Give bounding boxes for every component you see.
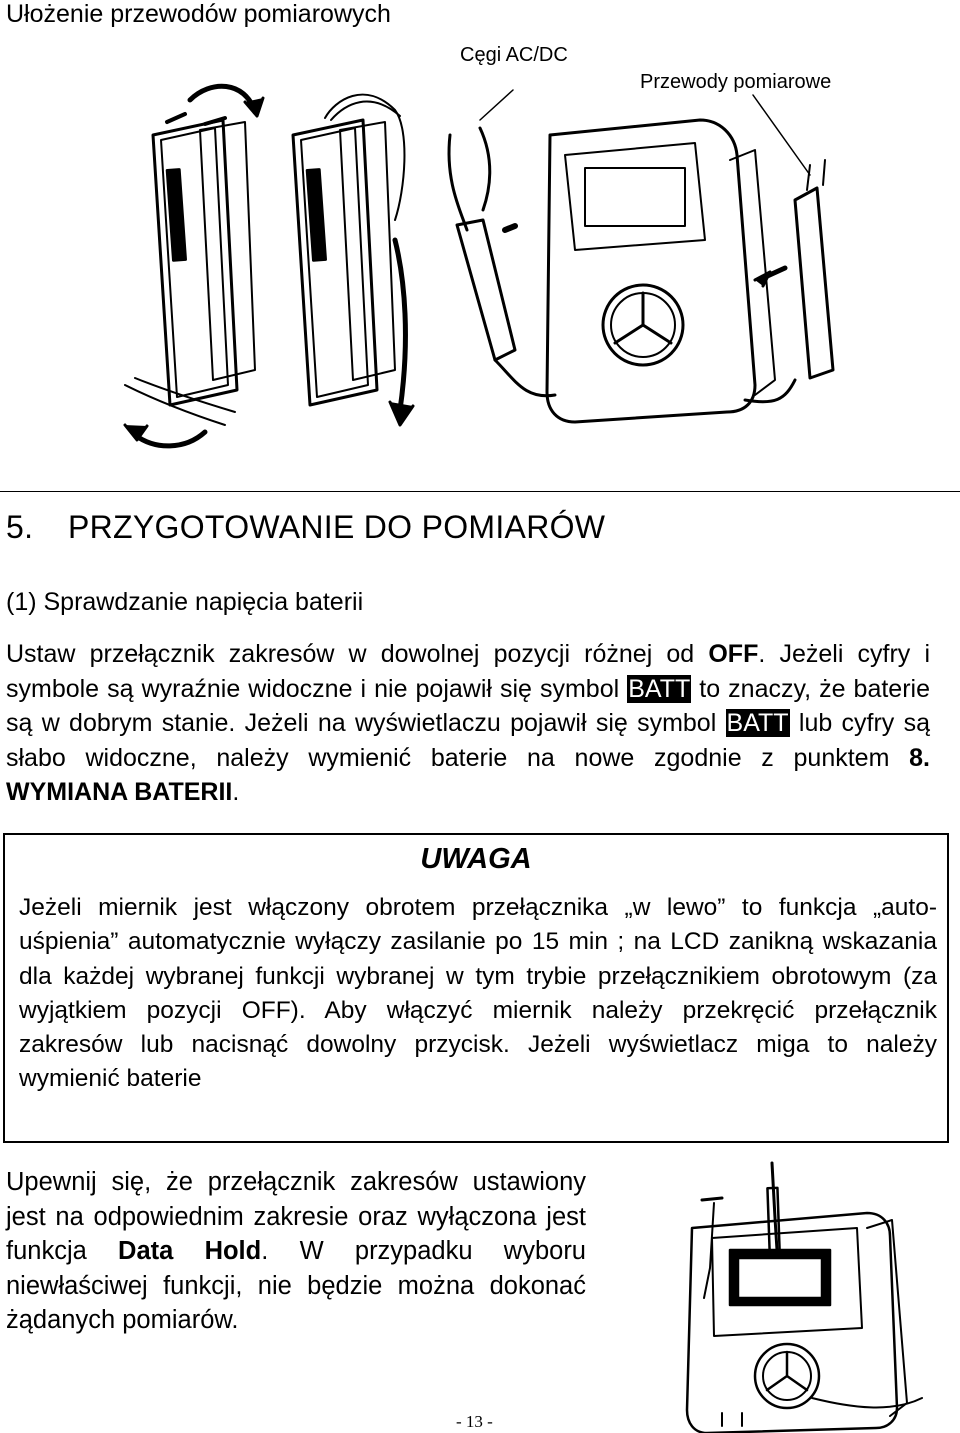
callout-clamp-label: Cęgi AC/DC (460, 44, 568, 66)
ac-dc-clamp-drawing (449, 128, 555, 396)
section-title-text: PRZYGOTOWANIE DO POMIARÓW (68, 509, 606, 545)
page-number: - 13 - (456, 1412, 493, 1431)
batt-symbol: BATT (726, 709, 789, 737)
multimeter-front-view (547, 120, 795, 422)
range-switch-paragraph: Upewnij się, że przełącznik zakresów ustawiony jest na odpowiednim zakresie oraz wyłączona jest funkcja Data Hold. W przypadku wyboru niewłaściwej funkcji, nie będzie można dokonać żądanych pomiarów. (6, 1168, 586, 1335)
note-title: UWAGA (420, 843, 532, 875)
section-title (6, 509, 605, 546)
note-text: Jeżeli miernik jest włączony obrotem przełącznika „w lewo” to funkcja „auto-uśpienia” automatycznie wyłączy zasilanie po 15 min ; na LCD zanikną wskazania dla każdej wybranej funkcji wybranej w tym trybie przełącznikiem obrotowym (za wyjątkiem pozycji OFF). Aby włączyć miernik należy przekręcić przełącznik zakresów lub nacisnąć dowolny przycisk. Jeżeli wyświetlacz miga to należy wymienić baterie (19, 894, 937, 1093)
figure-heading: Ułożenie przewodów pomiarowych (6, 0, 391, 28)
section-number: 5. (6, 509, 34, 545)
subsection-heading: (1) Sprawdzanie napięcia baterii (6, 588, 364, 616)
horizontal-rule (0, 491, 960, 492)
test-leads-drawing (755, 160, 833, 378)
batt-symbol: BATT (628, 674, 691, 703)
multimeter-with-probe-figure (652, 1158, 952, 1433)
meter-lead-storage-figure (95, 40, 865, 460)
note-box (3, 833, 949, 1143)
meter-side-view-1 (125, 86, 263, 446)
battery-check-paragraph: Ustaw przełącznik zakresów w dowolnej pozycji różnej od OFF. Jeżeli cyfry i symbole są wyraźnie widoczne i nie pojawił się symbol BATT to znaczy, że baterie są w dobrym stanie. Jeżeli na wyświetlaczu pojawił się symbol BATT lub cyfry są słabo widoczne, należy wymienić baterie na nowe zgodnie z punktem 8. WYMIANA BATERII. (6, 640, 930, 806)
meter-side-view-2 (293, 95, 413, 425)
callout-leads-label: Przewody pomiarowe (640, 71, 832, 93)
